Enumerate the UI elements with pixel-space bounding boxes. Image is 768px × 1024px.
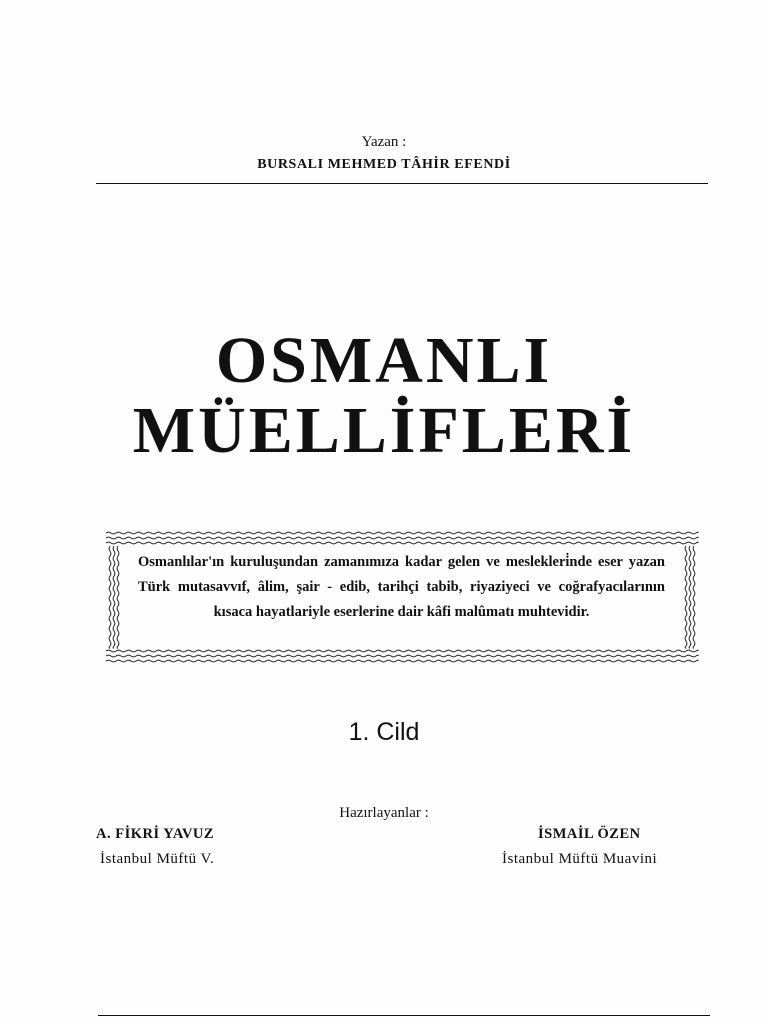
author-name: BURSALI MEHMED TÂHİR EFENDİ <box>257 157 511 172</box>
title-line-2: MÜELLİFLERİ <box>132 394 636 467</box>
editor-2-name: İSMAİL ÖZEN <box>538 826 641 842</box>
description-frame <box>104 528 700 666</box>
author-label: Yazan : <box>361 134 407 150</box>
title-line-1: OSMANLI <box>215 324 553 397</box>
prepared-by-label: Hazırlayanlar : <box>339 805 429 821</box>
volume-label: 1. Cild <box>348 718 420 746</box>
description-text: Osmanlılar'ın kuruluşundan zamanımıza kadar gelen ve meslekleri̇nde eser yazan Türk mutasavvıf, âlim, şair - edib, tarihçi tabib, riyaziyeci ve coğrafyacılarının kısaca hayatlariyle eserlerine dair kâfi malûmatı muhtevidir. <box>138 554 665 620</box>
bottom-rule <box>98 1015 710 1016</box>
editor-2-title: İstanbul Müftü Muavini <box>502 851 658 867</box>
editor-1-title: İstanbul Müftü V. <box>100 851 215 867</box>
top-rule <box>96 183 708 184</box>
editor-1-name: A. FİKRİ YAVUZ <box>96 826 215 842</box>
